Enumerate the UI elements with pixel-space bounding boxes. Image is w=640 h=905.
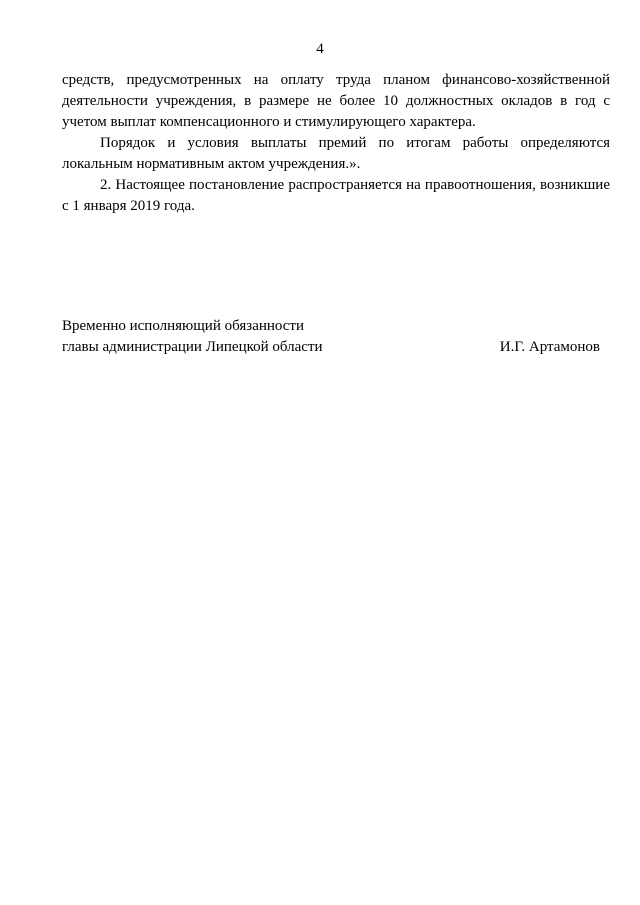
paragraph-effective-date: 2. Настоящее постановление распространяется на правоотношения, возникшие с 1 января 2019 года. <box>62 177 610 214</box>
paragraph-continuation: средств, предусмотренных на оплату труда планом финансово-хозяйственной деятельности учреждения, в размере не более 10 должностных окладов в год с учетом выплат компенсационного и стимулирующего характера. <box>62 72 610 130</box>
signature-row <box>62 337 600 358</box>
signatory-name: И.Г. Артамонов <box>499 339 600 355</box>
signatory-title-line1: Временно исполняющий обязанности <box>62 318 305 334</box>
signature-block <box>62 316 600 358</box>
page-number: 4 <box>316 41 324 57</box>
paragraph-bonus-procedure: Порядок и условия выплаты премий по итогам работы определяются локальным нормативным актом учреждения.». <box>62 135 610 172</box>
signatory-title-line2: главы администрации Липецкой области <box>62 339 323 355</box>
document-body <box>62 70 610 217</box>
